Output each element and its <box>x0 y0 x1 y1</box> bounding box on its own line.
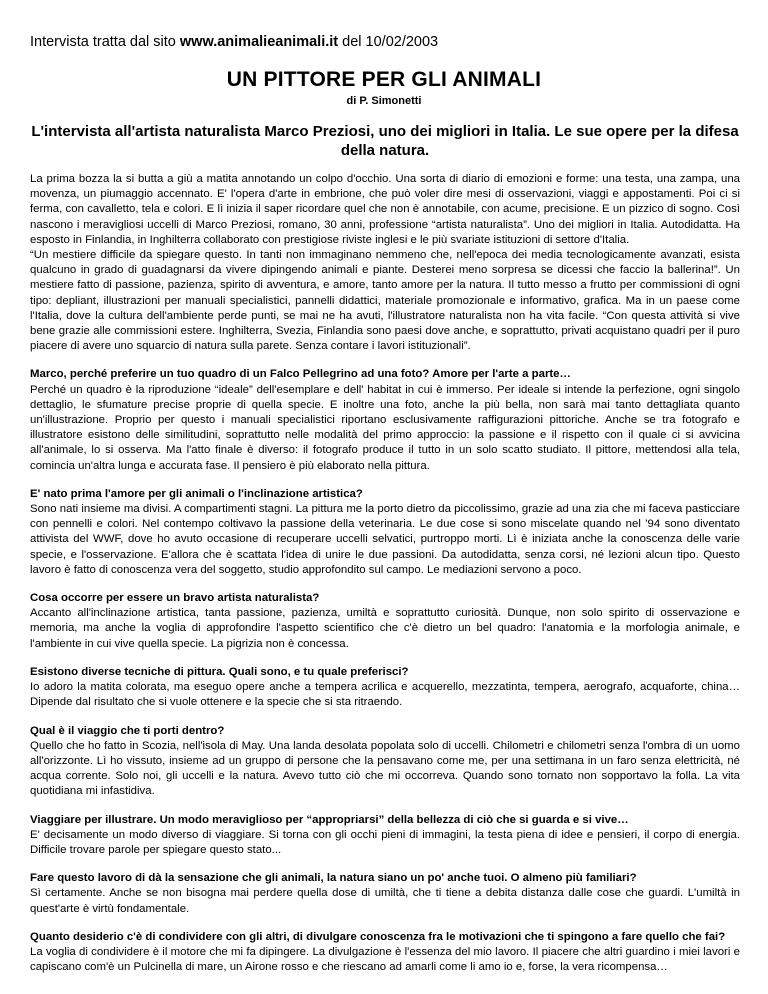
answer: Sì certamente. Anche se non bisogna mai perdere quella dose di umiltà, che ti tiene a debita distanza dalle cose che guardi. L'umiltà in quest'arte è virtù fondamentale. <box>30 887 740 915</box>
question: Marco, perché preferire un tuo quadro di un Falco Pellegrino ad una foto? Amore per l'arte a parte… <box>30 368 571 381</box>
answer: La voglia di condividere è il motore che mi fa dipingere. La divulgazione è l'essenza del mio lavoro. Il piacere che altri guardino i miei lavori e capiscano com'è un Pulcinella di mare, un Airone rosso e che riescano ad amarli come li amo io e, forse, la vera ricompensa… <box>30 945 740 974</box>
answer: Accanto all'inclinazione artistica, tanta passione, pazienza, umiltà e soprattutto curiosità. Dunque, non solo spirito di osservazione e memoria, ma anche la voglia di approfondire l'aspetto scientifico che c'è dietro un bel quadro: l'anatomia e la morfologia animale, e l'ambiente in cui vive quella specie. La pigrizia non è concessa. <box>30 607 740 650</box>
qa-block <box>30 487 740 578</box>
question: Cosa occorre per essere un bravo artista naturalista? <box>30 592 320 605</box>
qa-block <box>30 871 740 917</box>
intro-paragraph: “Un mestiere difficile da spiegare questo. In tanti non immaginano nemmeno che, nell'epoca dei media tecnologicamente avanzati, esista qualcuno in grado di guadagnarsi da vivere dipingendo animali e piante. Desterei meno sorpresa se dicessi che faccio la ballerina!”. Un mestiere fatto di passione, pazienza, spirito di avventura, e amore, tanto amore per la natura. Il tutto messo a frutto per commissioni di ogni tipo: depliant, illustrazioni per manuali specialistici, pannelli didattici, materiale promozionale e informativo, grafica. Ma in un paese come l'Italia, dove la cultura dell'ambiente perde punti, se mai ne ha avuti, l'illustratore naturalista non ha vita facile. “Con questa attività si vive bene grazie alle commissioni estere. Inghilterra, Svezia, Finlandia sono paesi dove anche, e soprattutto, privati acquistano quadri per il puro piacere di avere uno squarcio di natura sulla parete. Senza contare i lavori istituzionali”. <box>30 249 740 353</box>
qa-block <box>30 665 740 711</box>
qa-block <box>30 724 740 800</box>
source-line <box>30 34 438 50</box>
article-lead: L'intervista all'artista naturalista Marco Preziosi, uno dei migliori in Italia. Le sue opere per la difesa della natura. <box>31 123 739 159</box>
question: E' nato prima l'amore per gli animali o l'inclinazione artistica? <box>30 487 363 500</box>
answer: E' decisamente un modo diverso di viaggiare. Si torna con gli occhi pieni di immagini, la testa piena di idee e pensieri, il corpo di energia. Difficile trovare parole per spiegare questo stato... <box>30 828 740 856</box>
question: Viaggiare per illustrare. Un modo meraviglioso per “appropriarsi” della bellezza di ciò che si guarda e si vive… <box>30 813 629 826</box>
answer: Sono nati insieme ma divisi. A compartimenti stagni. La pittura me la porto dietro da piccolissimo, grazie ad una zia che mi faceva pasticciare con pennelli e colori. Nel contempo coltivavo la passione della veterinaria. Le due cose si sono miscelate quando nel '94 sono diventato attivista del WWF, dove ho avuto occasione di recuperare uccelli selvatici, purtroppo morti. Lì è iniziata anche la conoscenza delle varie specie, e l'osservazione. E'allora che è scattata l'idea di unire le due passioni. Da autodidatta, senza corsi, né lezioni alcun tipo. Questo lavoro è fatto di conoscenza vera del soggetto, studio approfondito sul campo. Le mediazioni servono a poco. <box>30 503 740 576</box>
source-site: www.animalieanimali.it <box>179 34 339 50</box>
source-prefix: Intervista tratta dal sito <box>30 34 180 50</box>
qa-block <box>30 367 740 473</box>
answer: Quello che ho fatto in Scozia, nell'isola di May. Una landa desolata popolata solo di uccelli. Chilometri e chilometri senza l'ombra di un uomo all'orizzonte. Lì ho vissuto, insieme ad un gruppo di persone che la pensavano come me, per una settimana in un faro senza elettricità, né acqua corrente. Solo noi, gli uccelli e la natura. Avevo tutto ciò che mi occorreva. Quando sono tornato non sopportavo la folla. La vita quotidiana mi infastidiva. <box>30 739 740 798</box>
question: Qual è il viaggio che ti porti dentro? <box>30 724 225 737</box>
question: Quanto desiderio c'è di condividere con gli altri, di divulgare conoscenza fra le motivazioni che ti spingono a fare quello che fai? <box>30 930 726 943</box>
question: Esistono diverse tecniche di pittura. Quali sono, e tu quale preferisci? <box>30 665 409 678</box>
article-body <box>30 122 740 988</box>
intro-paragraph: La prima bozza la si butta a giù a matita annotando un colpo d'occhio. Una sorta di diario di emozioni e forme: una testa, una zampa, una movenza, un piumaggio accennato. E' l'opera d'arte in embrione, che può voler dire mesi di osservazioni, viaggi e appostamenti. Poi ci si ferma, con cavalletto, tela e colori. E lì inizia il saper ricordare quel che non è annotabile, con acume, precisione. E un pizzico di sogno. Così nascono i meravigliosi uccelli di Marco Preziosi, romano, 30 anni, professione “artista naturalista”. Uno dei migliori in Italia. Autodidatta. Ha esposto in Finlandia, in Inghilterra collaborato con prestigiose riviste inglesi e le più svariate istituzioni di settore d'Italia. <box>30 173 740 246</box>
source-date: del 10/02/2003 <box>338 34 439 50</box>
question: Fare questo lavoro di dà la sensazione che gli animali, la natura siano un po' anche tuoi. O almeno più familiari? <box>30 872 637 885</box>
article-byline: di P. Simonetti <box>346 95 422 107</box>
article-title: UN PITTORE PER GLI ANIMALI <box>226 68 542 91</box>
intro-block <box>30 172 740 354</box>
answer: Io adoro la matita colorata, ma eseguo opere anche a tempera acrilica e acquerello, mezzatinta, tempera, aerografo, acquaforte, china… Dipende dal risultato che si vuole ottenere e la specie che si sta ritraendo. <box>30 681 740 709</box>
qa-block <box>30 930 740 976</box>
qa-block <box>30 591 740 652</box>
qa-block <box>30 813 740 859</box>
answer: Perché un quadro è la riproduzione “ideale” dell'esemplare e dell' habitat in cui è immerso. Per ideale si intende la perfezione, ogni singolo dettaglio, le sfumature precise proprie di quella specie. E inoltre una foto, anche la più bella, non sarà mai tanto dettagliata quanto un'illustrazione. Proprio per questo i manuali specialistici riportano esclusivamente raffigurazioni pittoriche. Anche se tra fotografo e illustratore esistono delle similitudini, soprattutto nelle modalità del primo approccio: la passione e il rispetto con il quale ci si avvicina all'animale, lo si osserva. Ma l'atto finale è diverso: il fotografo produce il tutto in un solo scatto studiato. Il pittore, mettendosi alla tela, comincia un'altra lunga e accurata fase. Il pensiero è più elaborato nella pittura. <box>30 383 740 472</box>
